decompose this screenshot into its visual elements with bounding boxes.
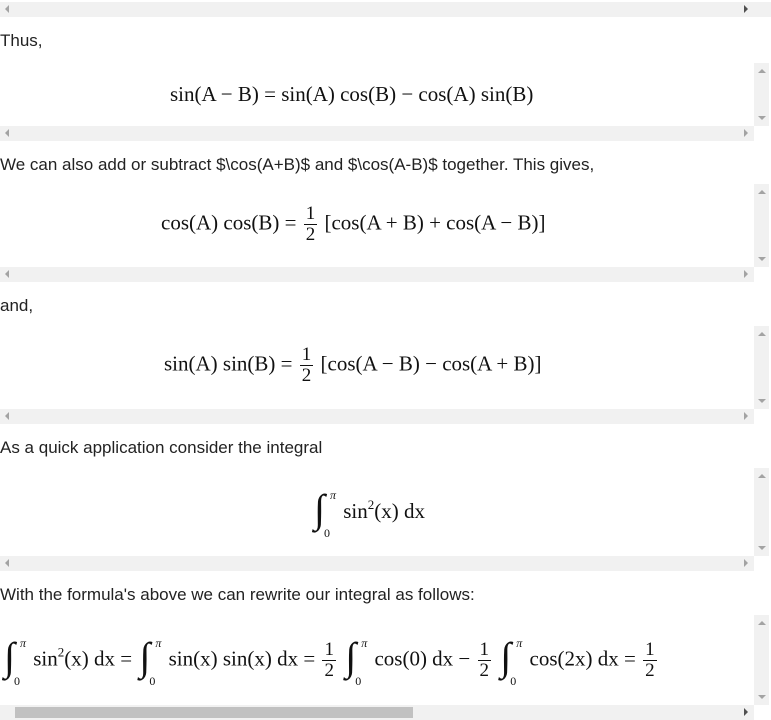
term-sin-product: sin(x) sin(x) dx = [168, 646, 316, 671]
scroll-up-icon[interactable] [758, 190, 766, 194]
equation-lhs: cos(A) cos(B) = [161, 210, 297, 235]
equation-3-horizontal-scrollbar[interactable] [0, 409, 754, 424]
scroll-right-icon[interactable] [744, 559, 748, 567]
equation-rewritten-integral [2, 633, 659, 688]
scroll-right-icon[interactable] [744, 129, 748, 137]
fraction-one-half: $\frac{1}{2}$ [301, 344, 312, 386]
equation-1-vertical-scrollbar[interactable] [754, 63, 769, 126]
integral-sign: ∫ π 0 [139, 633, 162, 688]
term-cos-zero: cos(0) dx − [374, 646, 471, 671]
scroll-up-icon[interactable] [758, 69, 766, 73]
scroll-up-icon[interactable] [758, 474, 766, 478]
equation-4-vertical-scrollbar[interactable] [754, 468, 769, 556]
integral-sign: ∫ π 0 [500, 633, 523, 688]
integrand-rest: (x) dx [374, 498, 426, 523]
equation-cos-product [161, 204, 546, 245]
equation-2-vertical-scrollbar[interactable] [754, 184, 769, 267]
scroll-down-icon[interactable] [758, 695, 766, 699]
scroll-right-icon[interactable] [744, 270, 748, 278]
equation-sin-product [164, 345, 542, 386]
fraction-one-half: $\frac{1}{2}$ [479, 639, 490, 681]
equation-1-horizontal-scrollbar[interactable] [0, 126, 754, 141]
scroll-left-icon[interactable] [5, 559, 9, 567]
equation-5-viewport [0, 620, 754, 704]
equation-2-horizontal-scrollbar[interactable] [0, 267, 754, 282]
equation-4-horizontal-scrollbar[interactable] [0, 556, 754, 571]
equation-text: sin(A − B) = sin(A) cos(B) − cos(A) sin(B) [170, 82, 534, 106]
equation-lhs: sin(A) sin(B) = [164, 351, 293, 376]
integrand-power: 2 [367, 496, 375, 512]
fraction-one-half: $\frac{1}{2}$ [305, 203, 316, 245]
fraction-one-half: $\frac{1}{2}$ [324, 639, 334, 681]
integral-sign: ∫ π 0 [314, 486, 337, 540]
integral-sign: ∫ π 0 [4, 633, 27, 688]
paragraph-thus: Thus, [0, 31, 43, 50]
paragraph-add-subtract: We can also add or subtract $\cos(A+B)$ and $\cos(A-B)$ together. This gives, [0, 155, 595, 174]
equation-rhs: [cos(A − B) − cos(A + B)] [320, 351, 542, 376]
paragraph-and: and, [0, 296, 34, 315]
integral-sign: ∫ π 0 [345, 633, 368, 688]
scroll-down-icon[interactable] [758, 546, 766, 550]
scroll-down-icon[interactable] [758, 116, 766, 120]
scroll-down-icon[interactable] [758, 257, 766, 261]
equation-5-vertical-scrollbar[interactable] [754, 615, 769, 705]
scroll-left-icon[interactable] [5, 270, 9, 278]
fraction-one-half: $\frac{1}{2}$ [645, 639, 655, 681]
scroll-right-icon[interactable] [744, 708, 748, 716]
horizontal-scroll-thumb[interactable] [15, 707, 413, 718]
scroll-down-icon[interactable] [758, 399, 766, 403]
equation-rhs: [cos(A + B) + cos(A − B)] [324, 210, 546, 235]
scroll-up-icon[interactable] [758, 332, 766, 336]
term-cos-2x: cos(2x) dx = [529, 646, 636, 671]
top-horizontal-scrollbar[interactable] [0, 2, 771, 17]
paragraph-rewrite-integral: With the formula's above we can rewrite our integral as follows: [0, 585, 475, 604]
term-sin: sin [33, 646, 58, 671]
integrand-func: sin [343, 498, 368, 523]
equation-sin-difference [170, 82, 533, 106]
scroll-left-icon[interactable] [5, 5, 9, 13]
scroll-up-icon[interactable] [758, 621, 766, 625]
scroll-right-icon[interactable] [744, 5, 748, 13]
equation-integral-sin-squared [312, 486, 426, 540]
equation-3-vertical-scrollbar[interactable] [754, 326, 769, 409]
paragraph-quick-application: As a quick application consider the integral [0, 438, 323, 457]
term-rest: (x) dx = [64, 646, 133, 671]
scroll-left-icon[interactable] [5, 129, 9, 137]
scroll-left-icon[interactable] [5, 412, 9, 420]
equation-5-horizontal-scrollbar[interactable] [0, 705, 754, 720]
term-power: 2 [57, 644, 65, 660]
scroll-right-icon[interactable] [744, 412, 748, 420]
